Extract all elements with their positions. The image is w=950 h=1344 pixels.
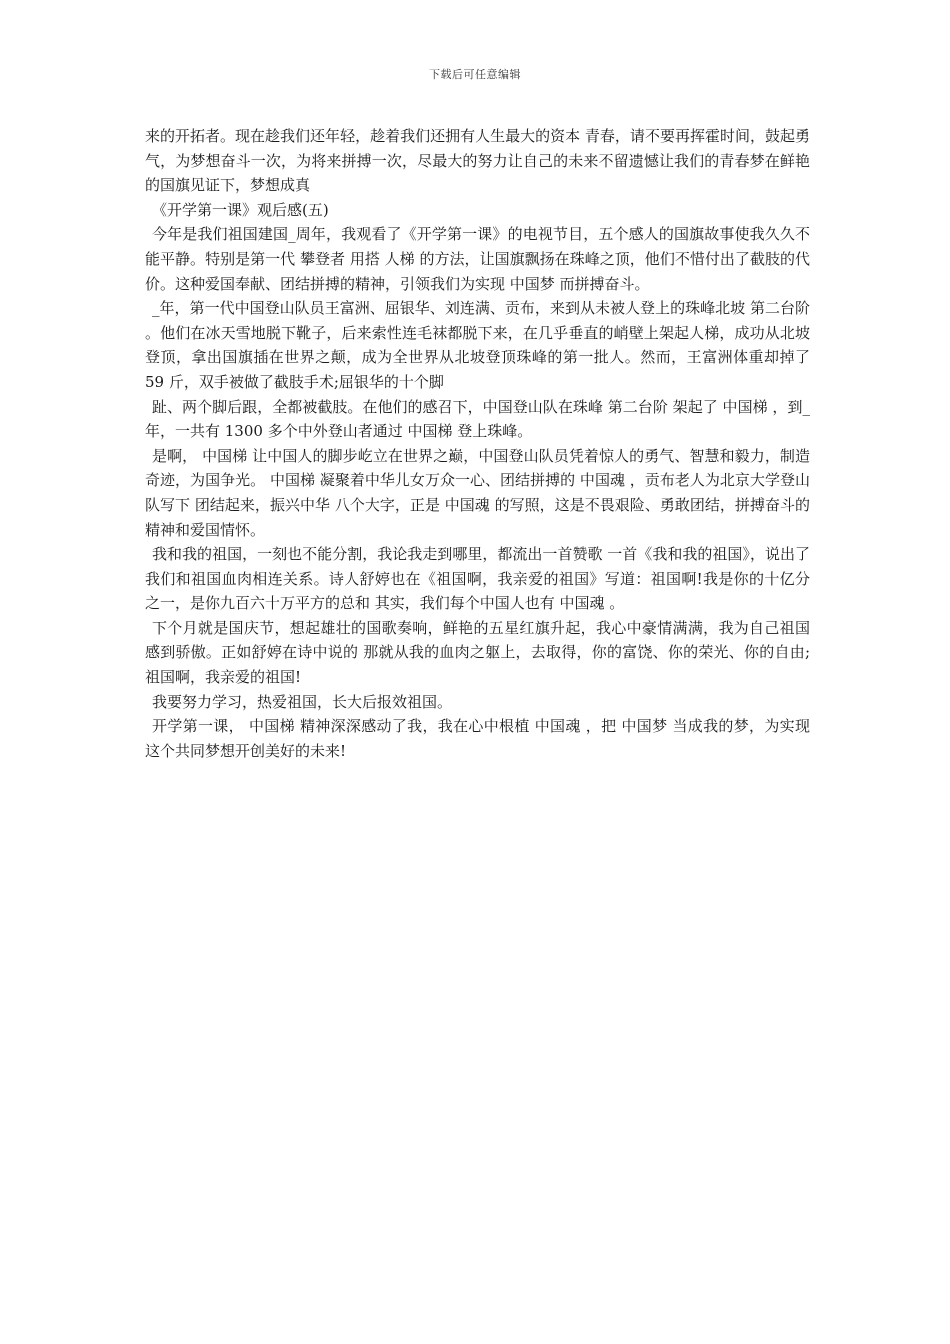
paragraph-1: 来的开拓者。现在趁我们还年轻，趁着我们还拥有人生最大的资本 青春，请不要再挥霍时间，鼓起勇气，为梦想奋斗一次，为将来拼搏一次，尽最大的努力让自己的未来不留遗憾让我们的青春梦在鲜艳的国旗见证下，梦想成真 [145, 127, 810, 195]
paragraph-4: 趾、两个脚后跟，全都被截肢。在他们的感召下，中国登山队在珠峰 第二台阶 架起了 中国梯 ，到_年，一共有 1300 多个中外登山者通过 中国梯 登上珠峰。 [145, 397, 810, 441]
paragraph-5: 是啊， 中国梯 让中国人的脚步屹立在世界之巅，中国登山队员凭着惊人的勇气、智慧和毅力，制造奇迹，为国争光。 中国梯 凝聚着中华儿女万众一心、团结拼搏的 中国魂 ，贡布老人为北京大学登山队写下 团结起来，振兴中华 八个大字，正是 中国魂 的写照，这是不畏艰险、勇敢团结，拼搏奋斗的精神和爱国情怀。 [145, 446, 810, 539]
paragraph-7: 下个月就是国庆节，想起雄壮的国歌奏响，鲜艳的五星红旗升起，我心中豪情满满，我为自己祖国感到骄傲。正如舒婷在诗中说的 那就从我的血肉之躯上，去取得，你的富饶、你的荣光、你的自由; 祖国啊，我亲爱的祖国! [145, 618, 810, 687]
paragraph-2: 今年是我们祖国建国_周年，我观看了《开学第一课》的电视节目，五个感人的国旗故事使我久久不能平静。特别是第一代 攀登者 用搭 人梯 的方法，让国旗飘扬在珠峰之顶，他们不惜付出了截肢的代价。这种爱国奉献、团结拼搏的精神，引领我们为实现 中国梦 而拼搏奋斗。 [145, 225, 810, 293]
paragraph-9: 开学第一课， 中国梯 精神深深感动了我，我在心中根植 中国魂 ，把 中国梦 当成我的梦，为实现这个共同梦想开创美好的未来! [145, 717, 810, 760]
page-header-note: 下载后可任意编辑 [429, 68, 521, 81]
paragraph-6: 我和我的祖国，一刻也不能分割，我论我走到哪里，都流出一首赞歌 一首《我和我的祖国》，说出了我们和祖国血肉相连关系。诗人舒婷也在《祖国啊，我亲爱的祖国》写道：祖国啊!我是你的十亿分之一，是你九百六十万平方的总和 其实，我们每个中国人也有 中国魂 。 [145, 545, 810, 613]
paragraph-3: _年，第一代中国登山队员王富洲、屈银华、刘连满、贡布，来到从未被人登上的珠峰北坡 第二台阶 。他们在冰天雪地脱下靴子，后来索性连毛袜都脱下来，在几乎垂直的峭壁上架起人梯，成功从北坡登顶，拿出国旗插在世界之颠，成为全世界从北坡登顶珠峰的第一批人。然而，王富洲体重却掉了 59 斤，双手被做了截肢手术;屈银华的十个脚 [145, 299, 810, 391]
paragraph-8: 我要努力学习，热爱祖国，长大后报效祖国。 [152, 692, 453, 711]
document-body [145, 124, 810, 763]
essay-title: 《开学第一课》观后感(五) [152, 200, 329, 219]
